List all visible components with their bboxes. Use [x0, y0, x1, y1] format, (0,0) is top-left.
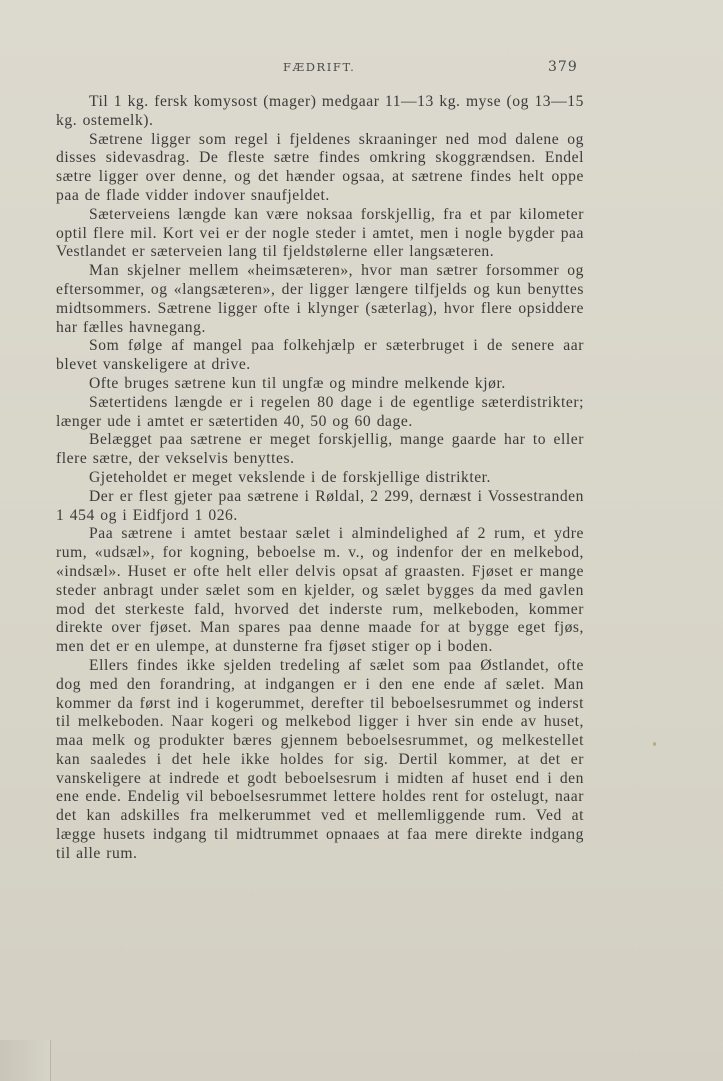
paragraph: Sæterveiens længde kan være noksaa forskjellig, fra et par kilometer optil flere mil. Kort vei er der nogle steder i amtet, men i nogle bygder paa Vestlandet er sæterveien lang til fjeldstølerne eller langsæteren. [56, 205, 584, 261]
paper-speck [653, 742, 656, 746]
paragraph: Paa sætrene i amtet bestaar sælet i almindelighed af 2 rum, et ydre rum, «udsæl», for kogning, beboelse m. v., og indenfor der en melkebod, «indsæl». Huset er ofte helt eller delvis opsat af graasten. Fjøset er mange steder anbragt under sælet som en kjelder, og sælet bygges da med gavlen mod det sterkeste fald, hvorved det inderste rum, melkeboden, kommer direkte over fjøset. Man spares paa denne maade for at bygge eget fjøs, men det er en ulempe, at dunsterne fra fjøset stiger op i boden. [56, 525, 584, 656]
paragraph: Der er flest gjeter paa sætrene i Røldal, 2 299, dernæst i Vossestranden 1 454 og i Eidfjord 1 026. [56, 487, 584, 524]
page-header [0, 60, 723, 82]
page-number: 379 [548, 59, 578, 75]
body-text [56, 93, 584, 864]
paragraph: Sætrene ligger som regel i fjeldenes skraaninger ned mod dalene og disses sidevasdrag. De fleste sætre findes omkring skoggrændsen. Endel sætre ligger over denne, og det hænder ogsaa, at sætrene findes helt oppe paa de flade vidder indover snaufjeldet. [56, 130, 584, 204]
running-head: FÆDRIFT. [283, 60, 356, 74]
paragraph: Til 1 kg. fersk komysost (mager) medgaar 11—13 kg. myse (og 13—15 kg. ostemelk). [56, 93, 584, 129]
paragraph: Som følge af mangel paa folkehjælp er sæterbruget i de senere aar blevet vanskeligere at drive. [56, 337, 584, 374]
paragraph: Ellers findes ikke sjelden tredeling af sælet som paa Østlandet, ofte dog med den forandring, at indgangen er i den ene ende af sælet. Man kommer da først ind i kogerummet, derefter til beboelsesrummet og inderst til melkeboden. Naar kogeri og melkebod ligger i hver sin ende av huset, maa melk og produkter bæres gjennem beboelsesrummet, og melkestellet kan saaledes i det hele ikke holdes for sig. Dertil kommer, at det er vanskeligere at indrede et godt beboelsesrum i midten af huset end i den ene ende. Endelig vil beboelsesrummet lettere holdes rent for ostelugt, naar det kan adskilles fra melkerummet ved et mellemliggende rum. Ved at lægge husets indgang til midtrummet opnaaes at faa mere direkte indgang til alle rum. [56, 656, 584, 862]
page-edge-shadow [0, 1040, 51, 1081]
paragraph: Belægget paa sætrene er meget forskjellig, mange gaarde har to eller flere sætre, der vekselvis benyttes. [56, 431, 584, 468]
paragraph: Man skjelner mellem «heimsæteren», hvor man sætrer forsommer og eftersommer, og «langsæteren», der ligger længere tilfjelds og kun benyttes midtsommers. Sætrene ligger ofte i klynger (sæterlag), hvor flere opsiddere har fælles havnegang. [56, 262, 584, 336]
paragraph: Ofte bruges sætrene kun til ungfæ og mindre melkende kjør. [89, 374, 506, 392]
paragraph: Sætertidens længde er i regelen 80 dage i de egentlige sæterdistrikter; længer ude i amtet er sætertiden 40, 50 og 60 dage. [56, 393, 584, 430]
paragraph: Gjeteholdet er meget vekslende i de forskjellige distrikter. [89, 468, 492, 486]
